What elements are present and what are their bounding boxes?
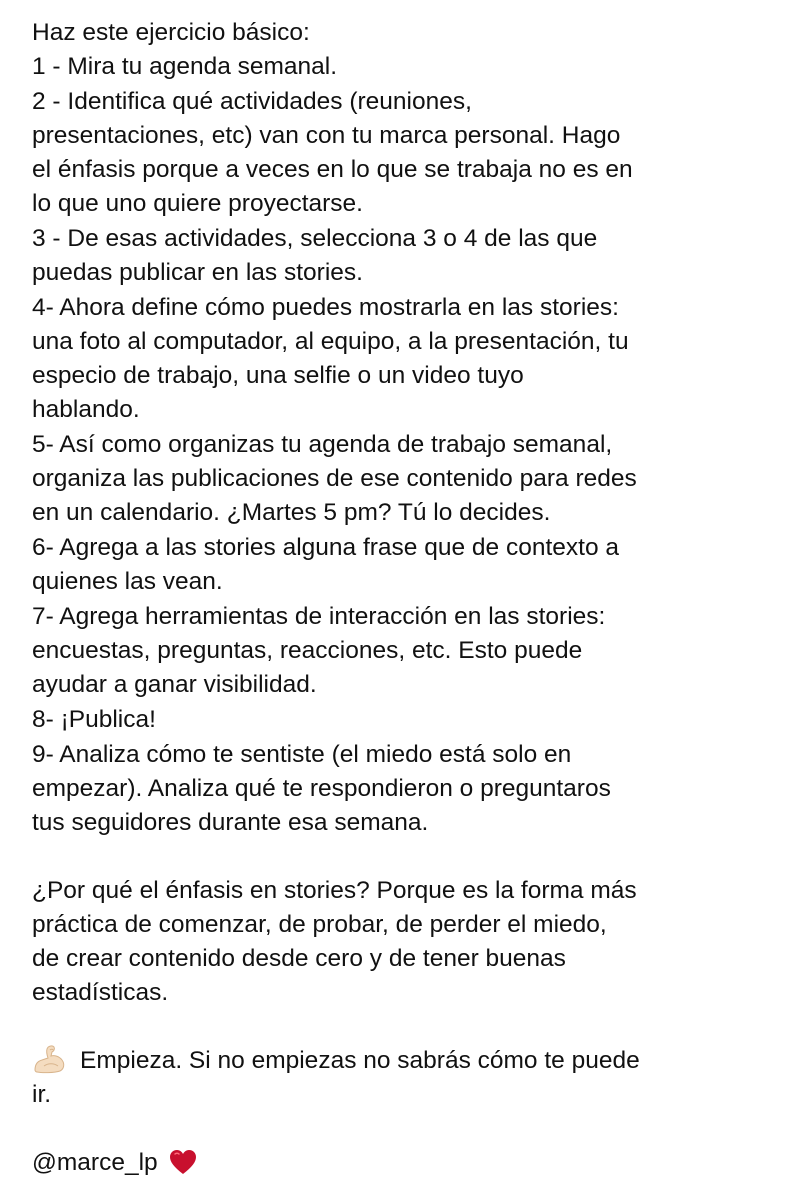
paragraph-gap [32,1112,772,1146]
paragraph-gap [32,840,772,874]
step-line: 8- ¡Publica! [32,706,156,733]
step-line: el énfasis porque a veces en lo que se trabaja no es en [32,156,633,183]
step-line: tus seguidores durante esa semana. [32,809,429,836]
step-8 [32,703,772,737]
step-line: 3 - De esas actividades, selecciona 3 o 4 de las que [32,225,598,252]
step-line: 6- Agrega a las stories alguna frase que de contexto a [32,534,620,561]
step-line: ayudar a ganar visibilidad. [32,671,317,698]
step-1 [32,50,772,84]
step-2 [32,85,772,221]
step-line: especio de trabajo, una selfie o un video tuyo [32,362,524,389]
step-line: empezar). Analiza qué te respondieron o preguntaros [32,775,611,802]
step-line: puedas publicar en las stories. [32,259,363,286]
closing-line [32,1044,772,1078]
author-handle: @marce_lp [32,1149,158,1176]
step-3 [32,222,772,290]
why-paragraph [32,874,772,1010]
step-7 [32,600,772,702]
step-line: presentaciones, etc) van con tu marca personal. Hago [32,122,621,149]
step-9 [32,738,772,840]
step-line: hablando. [32,396,140,423]
step-5 [32,428,772,530]
closing-line: ir. [32,1081,52,1108]
step-line: quienes las vean. [32,568,223,595]
step-6 [32,531,772,599]
signature [32,1146,772,1180]
step-line: organiza las publicaciones de ese contenido para redes [32,465,637,492]
step-4 [32,291,772,427]
note-text [32,16,772,1180]
intro-line: Haz este ejercicio básico: [32,19,310,46]
step-line: 4- Ahora define cómo puedes mostrarla en las stories: [32,294,619,321]
signature-line [32,1146,772,1180]
red-heart-icon [168,1148,198,1176]
why-line: ¿Por qué el énfasis en stories? Porque es la forma más [32,877,637,904]
closing-paragraph [32,1044,772,1112]
step-line: una foto al computador, al equipo, a la presentación, tu [32,328,629,355]
step-line: 5- Así como organizas tu agenda de trabajo semanal, [32,431,613,458]
paragraph-gap [32,1010,772,1044]
why-line: estadísticas. [32,979,169,1006]
why-line: práctica de comenzar, de probar, de perder el miedo, [32,911,607,938]
step-line: en un calendario. ¿Martes 5 pm? Tú lo decides. [32,499,551,526]
closing-text: Empieza. Si no empiezas no sabrás cómo te puede [80,1047,640,1074]
step-line: 2 - Identifica qué actividades (reuniones, [32,88,472,115]
flexed-biceps-icon [32,1044,68,1074]
step-line: lo que uno quiere proyectarse. [32,190,363,217]
step-line: encuestas, preguntas, reacciones, etc. Esto puede [32,637,583,664]
step-line: 9- Analiza cómo te sentiste (el miedo está solo en [32,741,572,768]
step-line: 7- Agrega herramientas de interacción en las stories: [32,603,606,630]
step-line: 1 - Mira tu agenda semanal. [32,53,338,80]
why-line: de crear contenido desde cero y de tener buenas [32,945,566,972]
